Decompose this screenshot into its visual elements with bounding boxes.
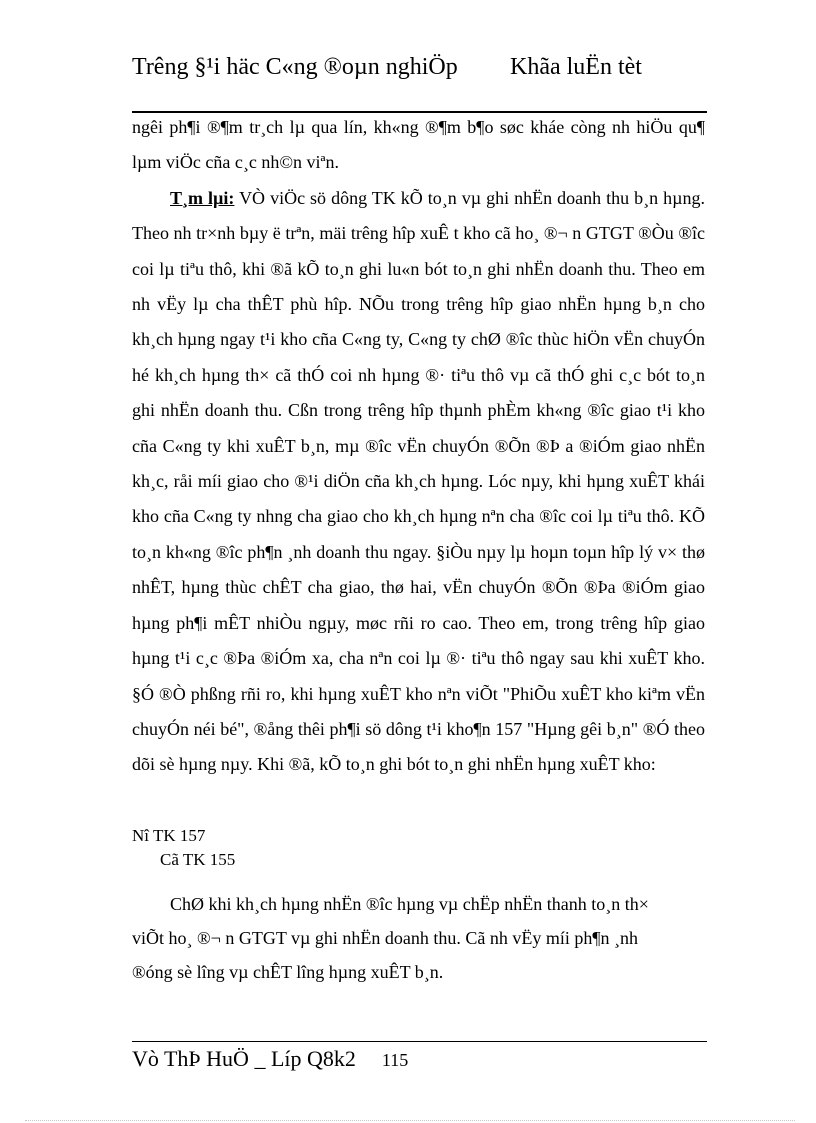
page-number: 115: [381, 1050, 409, 1070]
summary-paragraph: [132, 181, 705, 783]
journal-debit: Nî TK 157: [132, 826, 206, 845]
header-university-title: Trêng §¹i häc C«ng ®oµn nghiÖp: [132, 54, 458, 80]
closing-paragraph: ChØ khi kh¸ch hµng nhËn ®îc hµng vµ chËp nhËn thanh to¸n th× viÕt ho¸ ®¬ n GTGT vµ ghi nhËn doanh thu. Cã nh vËy míi ph¶n ¸nh ®óng sè lîng vµ chÊT lîng hµng xuÊT b¸n.: [132, 894, 649, 982]
summary-label: T¸m lµi:: [170, 187, 235, 208]
page-footer: [132, 1044, 408, 1075]
footer-author: Vò ThÞ HuÖ _ Líp Q8k2: [132, 1046, 356, 1071]
page-edge-divider: [25, 1120, 795, 1121]
header-thesis-title: Khãa luËn tèt: [510, 54, 642, 80]
closing-paragraph-block: [132, 887, 677, 989]
journal-entry: [132, 824, 235, 872]
summary-text: VÒ viÖc sö dông TK kÕ to¸n vµ ghi nhËn doanh thu b¸n hµng. Theo nh tr×nh bµy ë trªn, mäi trêng hîp xuÊ t kho cã ho¸ ®¬ n GTGT ®Òu ®îc coi lµ tiªu thô, khi ®ã kÕ to¸n ghi lu«n bót to¸n ghi nhËn doanh thu. Theo em nh vËy lµ cha thÊT phù hîp. NÕu trong trêng hîp giao nhËn hµng b¸n cho kh¸ch hµng ngay t¹i kho cña C«ng ty, C«ng ty chØ ®îc thùc hiÖn vËn chuyÓn hé kh¸ch hµng th× cã thÓ coi nh hµng ®· tiªu thô vµ cã thÓ ghi c¸c bót to¸n ghi nhËn doanh thu. Cßn trong trêng hîp thµnh phÈm kh«ng ®îc giao t¹i kho cña C«ng ty khi xuÊT b¸n, mµ ®îc vËn chuyÓn ®Õn ®Þ a ®iÓm giao nhËn kh¸c, råi míi giao cho ®¹i diÖn cña kh¸ch hµng. Lóc nµy, khi hµng xuÊT khái kho cña C«ng ty nhng cha giao cho kh¸ch hµng nªn cha ®îc coi lµ tiªu thô. KÕ to¸n kh«ng ®îc ph¶n ¸nh doanh thu ngay. §iÒu nµy lµ hoµn toµn hîp lý v× thø nhÊT, hµng thùc chÊT cha giao, thø hai, vËn chuyÓn ®Õn ®Þa ®iÓm giao hµng ph¶i mÊT nhiÒu ngµy, møc rñi ro cao. Theo em, trong trêng hîp giao hµng t¹i c¸c ®Þa ®iÓm xa, cha nªn coi lµ ®· tiªu thô ngay sau khi xuÊT kho. §Ó ®Ò phßng rñi ro, khi hµng xuÊT kho nªn viÕt "PhiÕu xuÊT kho kiªm vËn chuyÓn néi bé", ®ång thêi ph¶i sö dông t¹i kho¶n 157 "Hµng gêi b¸n" ®Ó theo dõi sè hµng nµy. Khi ®ã, kÕ to¸n ghi bót to¸n ghi nhËn hµng xuÊT kho:: [132, 187, 705, 775]
body-text: [132, 110, 705, 783]
continued-paragraph: ngêi ph¶i ®¶m tr¸ch lµ qua lín, kh«ng ®¶m b¶o søc kháe còng nh hiÖu qu¶ lµm viÖc cña c¸c nh©n viªn.: [132, 117, 705, 173]
footer-divider: [132, 1041, 707, 1042]
journal-credit: Cã TK 155: [160, 850, 236, 869]
